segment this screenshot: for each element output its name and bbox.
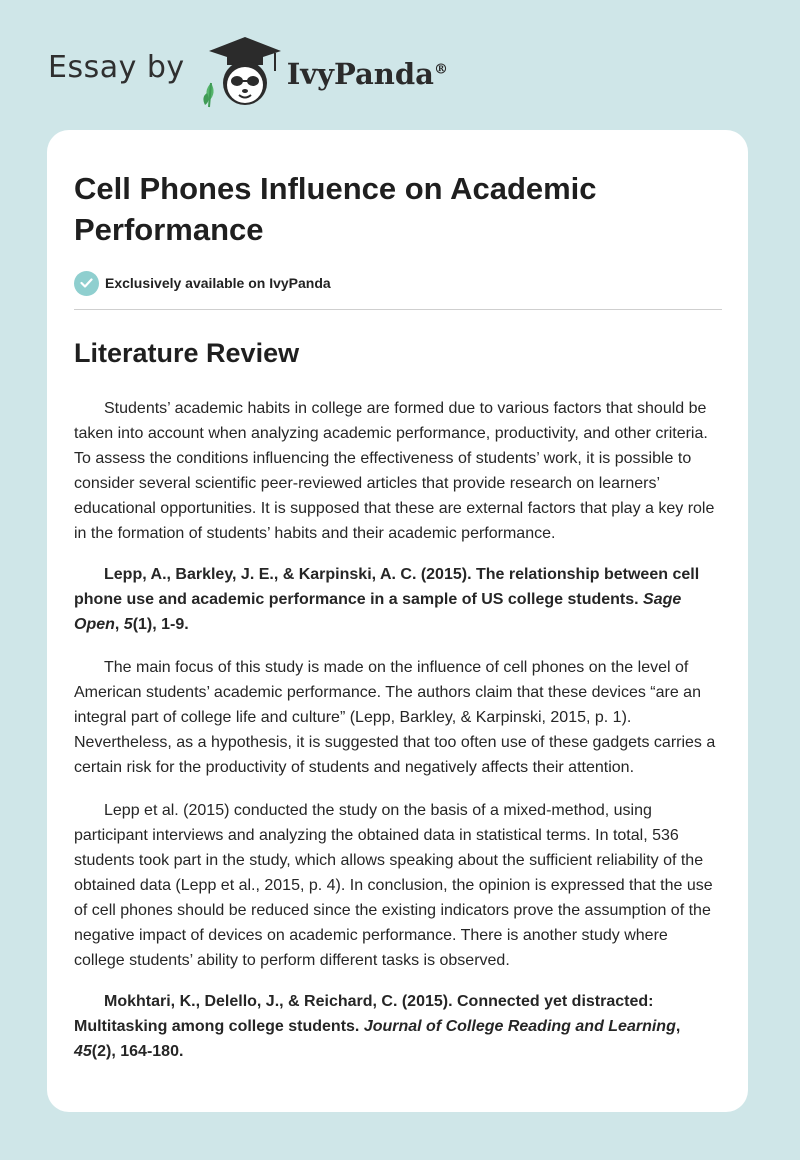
paragraph-intro: Students’ academic habits in college are formed due to various factors that should be taken into account when analyzing academic performance, productivity, and other criteria. To assess the conditions influencing the effectiveness of students’ work, it is possible to consider several scientific peer-reviewed articles that provide research on learners’ educational opportunities. It is supposed that these are external factors that play a key role in the formation of students’ habits and their academic performance. [74,400,715,542]
panda-logo-icon [199,31,281,109]
divider [74,309,722,310]
checkmark-icon [74,271,99,296]
ivypanda-logo[interactable] [199,31,448,109]
article-card [47,130,748,1112]
reference-lepp: Lepp, A., Barkley, J. E., & Karpinski, A. C. (2015). The relationship between cell phone use and academic performance in a sample of US college students. Sage Open, 5(1), 1-9. [74,566,700,633]
brand-name: IvyPanda® [286,57,448,91]
paragraph-study-focus: The main focus of this study is made on the influence of cell phones on the level of American students’ academic performance. The authors claim that these devices “are an integral part of college life and culture” (Lepp, Barkley, & Karpinski, 2015, p. 1). Nevertheless, as a hypothesis, it is suggested that too often use of these gadgets carries a certain risk for the productivity of students and negatively affects their attention. [74,659,716,776]
site-header [48,30,448,110]
essay-by-label: Essay by [48,49,185,85]
exclusive-text: Exclusively available on IvyPanda [105,275,331,291]
section-heading: Literature Review [74,338,300,368]
reference-mokhtari: Mokhtari, K., Delello, J., & Reichard, C. (2015). Connected yet distracted: Multitasking among college students. Journal of College Reading and Learning, 45(2), 164-180. [74,993,681,1060]
paragraph-study-method: Lepp et al. (2015) conducted the study on the basis of a mixed-method, using participant interviews and analyzing the obtained data in statistical terms. In total, 536 students took part in the study, which allows speaking about the sufficient reliability of the obtained data (Lepp et al., 2015, p. 4). In conclusion, the opinion is expressed that the use of cell phones should be reduced since the existing indicators prove the assumption of the negative impact of devices on academic performance. There is another study where college students’ ability to perform different tasks is observed. [74,802,713,969]
page-title: Cell Phones Influence on Academic Performance [74,171,597,247]
exclusive-badge [74,270,722,296]
